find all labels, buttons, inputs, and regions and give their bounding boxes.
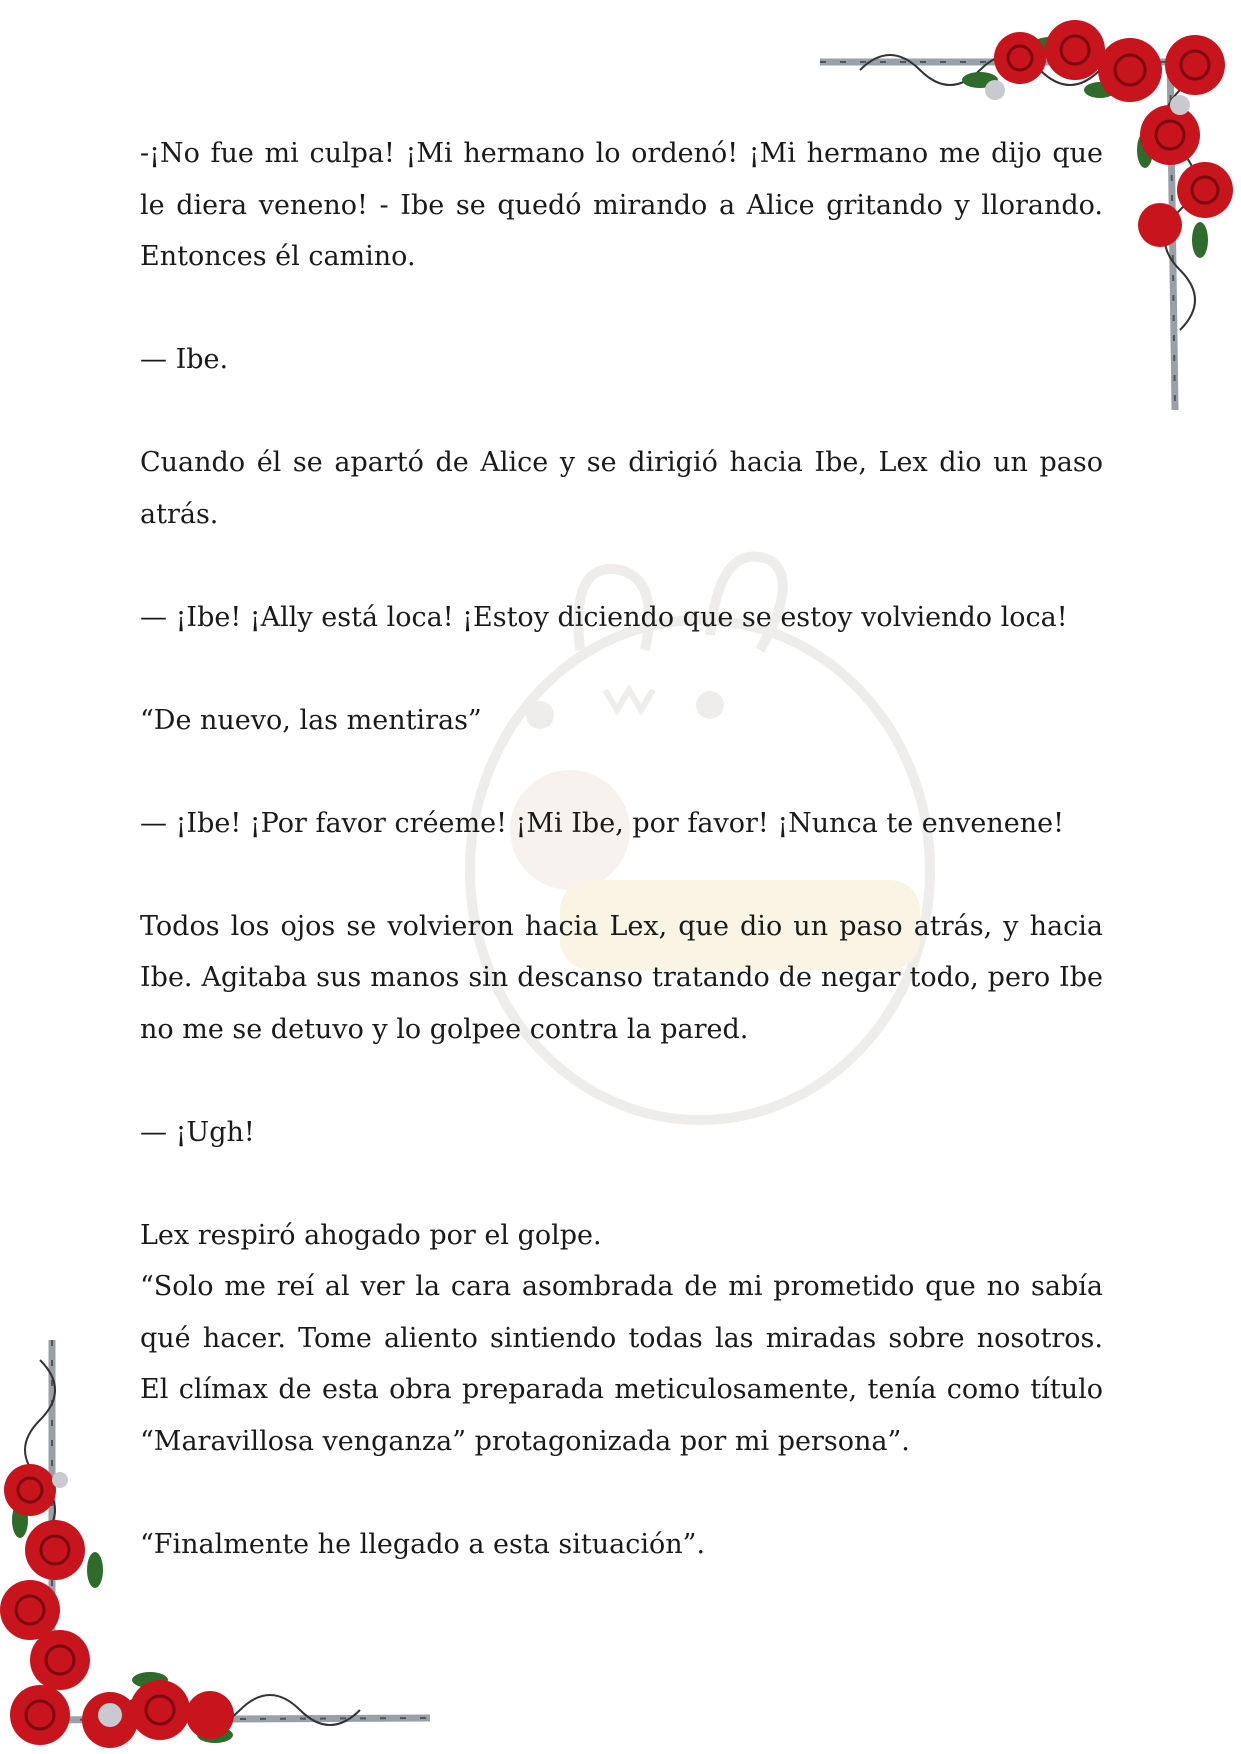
paragraph-7: Todos los ojos se volvieron hacia Lex, que dio un paso atrás, y hacia Ibe. Agitaba sus manos sin descanso tratando de negar todo, pero Ibe no me se detuvo y lo golpee contra la pared.: [140, 910, 1103, 1045]
paragraph-5: “De nuevo, las mentiras”: [140, 704, 482, 736]
paragraph-spacer: [140, 283, 1103, 335]
paragraph-3: Cuando él se apartó de Alice y se dirigió hacia Ibe, Lex dio un paso atrás.: [140, 447, 1103, 530]
paragraph-spacer: [140, 1158, 1103, 1210]
paragraph-spacer: [140, 849, 1103, 901]
paragraph-8: — ¡Ugh!: [140, 1116, 255, 1148]
paragraph-1: -¡No fue mi culpa! ¡Mi hermano lo ordenó! ¡Mi hermano me dijo que le diera veneno! - Ibe se quedó mirando a Alice gritando y llorando. Entonces él camino.: [140, 138, 1103, 272]
paragraph-10: “Solo me reí al ver la cara asombrada de mi prometido que no sabía qué hacer. Tome aliento sintiendo todas las miradas sobre nosotros. El clímax de esta obra preparada meticulosamente, tenía como título “Maravillosa venganza” protagonizada por mi persona”.: [140, 1271, 1103, 1457]
paragraph-4: — ¡Ibe! ¡Ally está loca! ¡Estoy diciendo que se estoy volviendo loca!: [140, 601, 1068, 633]
paragraph-2: — Ibe.: [140, 344, 229, 375]
paragraph-11: “Finalmente he llegado a esta situación”.: [140, 1528, 706, 1560]
paragraph-spacer: [140, 1055, 1103, 1107]
paragraph-spacer: [140, 746, 1103, 798]
paragraph-9: Lex respiró ahogado por el golpe.: [140, 1219, 602, 1251]
paragraph-6: — ¡Ibe! ¡Por favor créeme! ¡Mi Ibe, por favor! ¡Nunca te envenene!: [140, 807, 1064, 839]
paragraph-spacer: [140, 1467, 1103, 1519]
story-text: [140, 128, 1103, 1570]
paragraph-spacer: [140, 386, 1103, 438]
paragraph-spacer: [140, 540, 1103, 592]
paragraph-spacer: [140, 643, 1103, 695]
